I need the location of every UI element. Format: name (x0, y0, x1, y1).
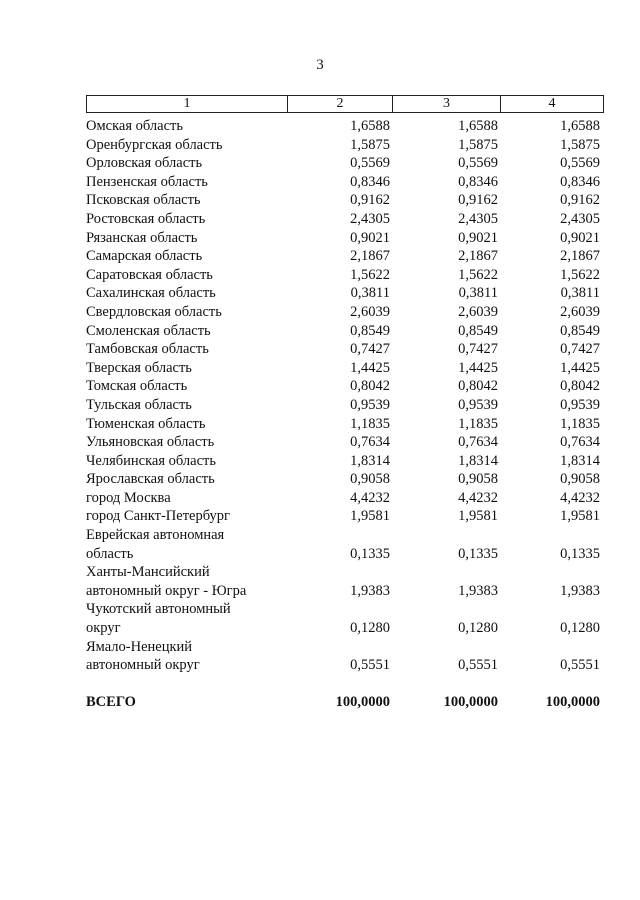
table-row (86, 377, 604, 396)
region-name: Ульяновская область (86, 434, 215, 451)
value-col-4: 0,9539 (560, 396, 600, 413)
value-col-3: 2,4305 (458, 210, 498, 227)
value-col-2: 4,4232 (350, 489, 390, 506)
value-col-3: 0,8346 (458, 173, 498, 190)
value-col-3: 0,7427 (458, 341, 498, 358)
value-col-4: 0,1280 (560, 620, 600, 637)
value-col-4: 0,8042 (560, 378, 600, 395)
value-col-3: 0,1335 (458, 545, 498, 562)
value-col-3: 0,8549 (458, 322, 498, 339)
table-row (86, 433, 604, 452)
table-row (86, 117, 604, 136)
table-row (86, 600, 604, 637)
value-col-2: 1,1835 (350, 415, 390, 432)
value-col-4: 0,5551 (560, 657, 600, 674)
value-col-4: 0,9162 (560, 192, 600, 209)
value-col-4: 1,6588 (560, 118, 600, 134)
value-col-4: 0,9021 (560, 229, 600, 246)
value-col-2: 0,8042 (350, 378, 390, 395)
value-col-3: 0,9162 (458, 192, 498, 209)
table-row (86, 526, 604, 563)
value-col-3: 2,6039 (458, 303, 498, 320)
region-name: Еврейская автономная область (86, 527, 225, 562)
value-col-4: 2,4305 (560, 210, 600, 227)
value-col-4: 1,8314 (560, 452, 600, 469)
column-header-4: 4 (500, 96, 603, 112)
value-col-3: 0,9539 (458, 396, 498, 413)
region-name: Самарская область (86, 248, 203, 265)
value-col-3: 4,4232 (458, 489, 498, 506)
column-header-3: 3 (392, 96, 500, 112)
value-col-2: 0,1335 (350, 545, 390, 562)
column-header-1: 1 (183, 96, 191, 111)
total-value-col-3: 100,0000 (443, 693, 498, 710)
value-col-4: 1,1835 (560, 415, 600, 432)
value-col-3: 1,6588 (458, 118, 498, 134)
region-name: Саратовская область (86, 266, 213, 283)
table-row (86, 359, 604, 378)
region-name: Омская область (86, 118, 183, 134)
region-name: Свердловская область (86, 303, 222, 320)
value-col-2: 1,4425 (350, 359, 390, 376)
value-col-3: 0,5551 (458, 657, 498, 674)
value-col-3: 1,8314 (458, 452, 498, 469)
value-col-4: 0,7634 (560, 434, 600, 451)
value-col-2: 2,1867 (350, 248, 390, 265)
region-name: Тюменская область (86, 415, 206, 432)
value-col-2: 0,5569 (350, 155, 390, 172)
table-row (86, 303, 604, 322)
value-col-3: 0,7634 (458, 434, 498, 451)
table-row (86, 191, 604, 210)
value-col-3: 0,5569 (458, 155, 498, 172)
column-header-2: 2 (287, 96, 392, 112)
value-col-4: 0,3811 (560, 285, 600, 302)
value-col-3: 1,5622 (458, 266, 498, 283)
total-row (86, 693, 604, 712)
value-col-4: 0,9058 (560, 471, 600, 488)
value-col-2: 1,8314 (350, 452, 390, 469)
region-name: Челябинская область (86, 452, 216, 469)
value-col-2: 0,5551 (350, 657, 390, 674)
value-col-2: 0,7634 (350, 434, 390, 451)
value-col-4: 1,9383 (560, 582, 600, 599)
value-col-4: 1,4425 (560, 359, 600, 376)
value-col-2: 2,6039 (350, 303, 390, 320)
table-row (86, 210, 604, 229)
value-col-4: 0,8549 (560, 322, 600, 339)
value-col-4: 1,5875 (560, 136, 600, 153)
region-name: Ямало-Ненецкий автономный округ (86, 638, 200, 674)
value-col-3: 1,4425 (458, 359, 498, 376)
region-name: Томская область (86, 378, 188, 395)
region-name: Рязанская область (86, 229, 198, 246)
table-row (86, 470, 604, 489)
region-name: город Москва (86, 489, 171, 506)
table-row (86, 340, 604, 359)
value-col-2: 0,7427 (350, 341, 390, 358)
table-row (86, 507, 604, 526)
value-col-2: 0,1280 (350, 620, 390, 637)
region-name: Тульская область (86, 396, 192, 413)
value-col-3: 1,1835 (458, 415, 498, 432)
region-name: Ханты-Мансийский автономный округ - Югра (86, 564, 247, 599)
value-col-3: 0,3811 (458, 285, 498, 302)
value-col-2: 0,8549 (350, 322, 390, 339)
value-col-2: 0,9021 (350, 229, 390, 246)
value-col-4: 2,6039 (560, 303, 600, 320)
value-col-2: 0,3811 (350, 285, 390, 302)
region-name: Псковская область (86, 192, 201, 209)
table-row (86, 489, 604, 508)
value-col-2: 1,9581 (350, 508, 390, 525)
table-row (86, 136, 604, 155)
value-col-4: 0,8346 (560, 173, 600, 190)
value-col-2: 0,9539 (350, 396, 390, 413)
region-name: Орловская область (86, 155, 203, 172)
value-col-2: 1,5622 (350, 266, 390, 283)
value-col-4: 0,5569 (560, 155, 600, 172)
region-name: Ярославская область (86, 471, 215, 488)
value-col-2: 1,5875 (350, 136, 390, 153)
region-name: город Санкт-Петербург (86, 508, 231, 525)
value-col-3: 1,9383 (458, 582, 498, 599)
value-col-4: 0,7427 (560, 341, 600, 358)
table-row (86, 229, 604, 248)
region-name: Чукотский автономный округ (86, 601, 231, 637)
table-row (86, 415, 604, 434)
total-label: ВСЕГО (86, 693, 136, 710)
value-col-3: 1,9581 (458, 508, 498, 525)
region-name: Тверская область (86, 359, 192, 376)
region-name: Смоленская область (86, 322, 211, 339)
total-value-col-4: 100,0000 (545, 693, 600, 710)
value-col-4: 1,9581 (560, 508, 600, 525)
region-name: Сахалинская область (86, 285, 216, 302)
value-col-3: 0,9021 (458, 229, 498, 246)
value-col-3: 0,9058 (458, 471, 498, 488)
value-col-3: 1,5875 (458, 136, 498, 153)
value-col-3: 2,1867 (458, 248, 498, 265)
value-col-2: 1,9383 (350, 582, 390, 599)
table-row (86, 173, 604, 192)
value-col-2: 1,6588 (350, 118, 390, 134)
value-col-2: 0,8346 (350, 173, 390, 190)
value-col-3: 0,1280 (458, 620, 498, 637)
table-row (86, 266, 604, 285)
region-name: Пензенская область (86, 173, 208, 190)
value-col-2: 0,9162 (350, 192, 390, 209)
table-row (86, 452, 604, 471)
value-col-2: 0,9058 (350, 471, 390, 488)
table-header (86, 95, 604, 113)
table-row (86, 247, 604, 266)
table-row (86, 396, 604, 415)
total-value-col-2: 100,0000 (335, 693, 390, 710)
region-name: Ростовская область (86, 210, 206, 227)
value-col-4: 4,4232 (560, 489, 600, 506)
value-col-4: 0,1335 (560, 545, 600, 562)
region-name: Оренбургская область (86, 136, 223, 153)
table-row (86, 154, 604, 173)
table-body (86, 117, 604, 711)
table-row (86, 563, 604, 600)
value-col-4: 2,1867 (560, 248, 600, 265)
value-col-2: 2,4305 (350, 210, 390, 227)
region-name: Тамбовская область (86, 341, 209, 358)
table-row (86, 638, 604, 675)
table-row (86, 322, 604, 341)
value-col-3: 0,8042 (458, 378, 498, 395)
table-row (86, 284, 604, 303)
value-col-4: 1,5622 (560, 266, 600, 283)
page-number: 3 (316, 57, 324, 73)
